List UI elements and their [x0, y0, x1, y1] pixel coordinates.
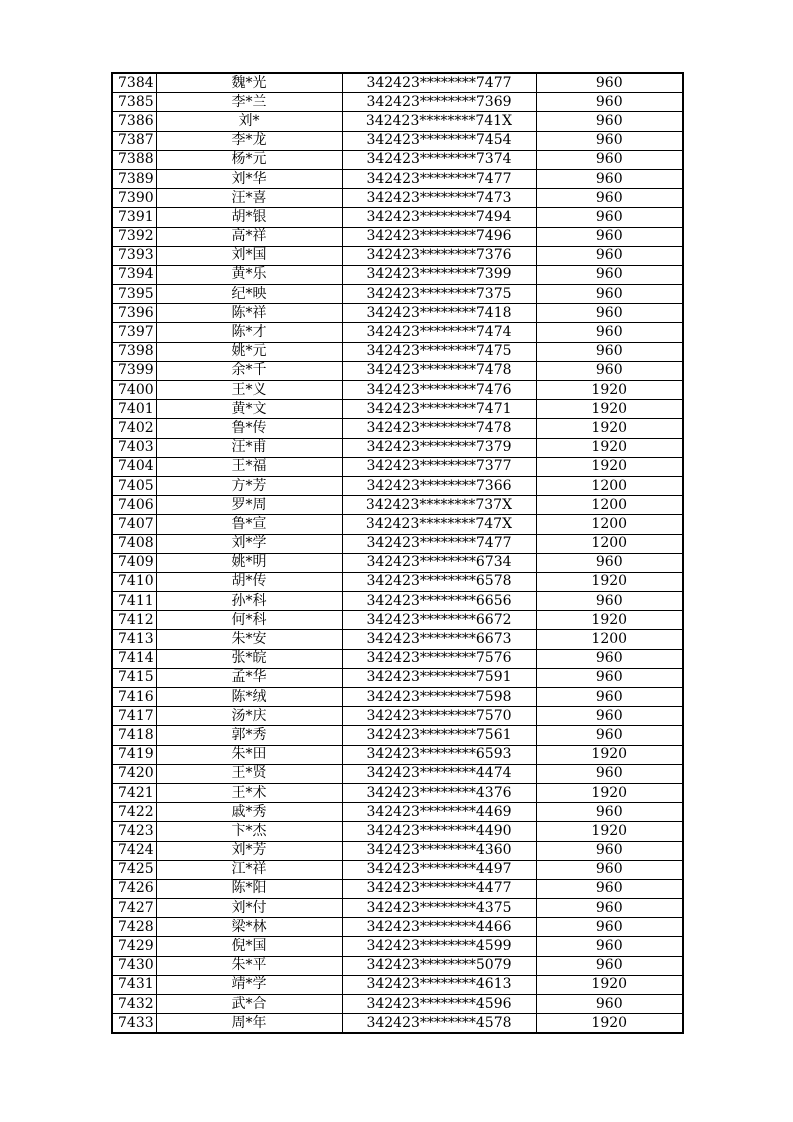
row-number-cell: 7384 [112, 73, 156, 93]
table-row [112, 726, 683, 745]
table-row [112, 131, 683, 150]
row-number-cell: 7428 [112, 918, 156, 937]
table-row [112, 93, 683, 112]
id-number-cell: 342423********4613 [342, 975, 536, 994]
name-cell: 戚*秀 [156, 803, 342, 822]
amount-cell: 960 [536, 169, 683, 188]
id-number-cell: 342423********7478 [342, 361, 536, 380]
table-row [112, 975, 683, 994]
table-row [112, 841, 683, 860]
row-number-cell: 7422 [112, 803, 156, 822]
name-cell: 刘*学 [156, 534, 342, 553]
table-row [112, 323, 683, 342]
table-row [112, 265, 683, 284]
name-cell: 朱*平 [156, 956, 342, 975]
amount-cell: 1200 [536, 476, 683, 495]
table-body [112, 73, 683, 1033]
name-cell: 王*福 [156, 457, 342, 476]
table-row [112, 150, 683, 169]
amount-cell: 960 [536, 899, 683, 918]
data-table [111, 72, 684, 1034]
id-number-cell: 342423********6593 [342, 745, 536, 764]
row-number-cell: 7392 [112, 227, 156, 246]
table-row [112, 553, 683, 572]
id-number-cell: 342423********4497 [342, 860, 536, 879]
row-number-cell: 7432 [112, 995, 156, 1014]
amount-cell: 1200 [536, 496, 683, 515]
amount-cell: 960 [536, 361, 683, 380]
table-row [112, 572, 683, 591]
table-row [112, 189, 683, 208]
name-cell: 武*合 [156, 995, 342, 1014]
amount-cell: 960 [536, 73, 683, 93]
table-row [112, 668, 683, 687]
amount-cell: 960 [536, 592, 683, 611]
table-row [112, 169, 683, 188]
id-number-cell: 342423********4490 [342, 822, 536, 841]
table-row [112, 342, 683, 361]
amount-cell: 960 [536, 265, 683, 284]
row-number-cell: 7399 [112, 361, 156, 380]
amount-cell: 960 [536, 860, 683, 879]
name-cell: 周*年 [156, 1014, 342, 1034]
id-number-cell: 342423********4376 [342, 783, 536, 802]
row-number-cell: 7401 [112, 400, 156, 419]
amount-cell: 1200 [536, 515, 683, 534]
row-number-cell: 7431 [112, 975, 156, 994]
table-row [112, 592, 683, 611]
id-number-cell: 342423********7477 [342, 534, 536, 553]
amount-cell: 960 [536, 304, 683, 323]
row-number-cell: 7426 [112, 879, 156, 898]
row-number-cell: 7421 [112, 783, 156, 802]
table-row [112, 803, 683, 822]
name-cell: 汪*喜 [156, 189, 342, 208]
id-number-cell: 342423********4469 [342, 803, 536, 822]
id-number-cell: 342423********7375 [342, 285, 536, 304]
amount-cell: 960 [536, 688, 683, 707]
table-row [112, 304, 683, 323]
amount-cell: 1920 [536, 611, 683, 630]
name-cell: 鲁*传 [156, 419, 342, 438]
row-number-cell: 7420 [112, 764, 156, 783]
row-number-cell: 7411 [112, 592, 156, 611]
row-number-cell: 7429 [112, 937, 156, 956]
id-number-cell: 342423********4477 [342, 879, 536, 898]
name-cell: 陈*绒 [156, 688, 342, 707]
row-number-cell: 7416 [112, 688, 156, 707]
name-cell: 倪*国 [156, 937, 342, 956]
table-row [112, 476, 683, 495]
name-cell: 汤*庆 [156, 707, 342, 726]
table-row [112, 688, 683, 707]
id-number-cell: 342423********741X [342, 112, 536, 131]
amount-cell: 960 [536, 668, 683, 687]
amount-cell: 960 [536, 649, 683, 668]
name-cell: 王*义 [156, 381, 342, 400]
amount-cell: 960 [536, 227, 683, 246]
id-number-cell: 342423********7478 [342, 419, 536, 438]
id-number-cell: 342423********7598 [342, 688, 536, 707]
id-number-cell: 342423********7399 [342, 265, 536, 284]
table-row [112, 534, 683, 553]
row-number-cell: 7391 [112, 208, 156, 227]
id-number-cell: 342423********7376 [342, 246, 536, 265]
name-cell: 杨*元 [156, 150, 342, 169]
row-number-cell: 7433 [112, 1014, 156, 1034]
name-cell: 鲁*宣 [156, 515, 342, 534]
table-row [112, 995, 683, 1014]
amount-cell: 960 [536, 956, 683, 975]
table-row [112, 649, 683, 668]
amount-cell: 1920 [536, 1014, 683, 1034]
id-number-cell: 342423********7476 [342, 381, 536, 400]
amount-cell: 960 [536, 342, 683, 361]
amount-cell: 960 [536, 246, 683, 265]
name-cell: 陈*阳 [156, 879, 342, 898]
table-row [112, 1014, 683, 1034]
id-number-cell: 342423********7570 [342, 707, 536, 726]
row-number-cell: 7427 [112, 899, 156, 918]
name-cell: 何*科 [156, 611, 342, 630]
table-row [112, 783, 683, 802]
name-cell: 刘*芳 [156, 841, 342, 860]
id-number-cell: 342423********7379 [342, 438, 536, 457]
name-cell: 纪*映 [156, 285, 342, 304]
table-row [112, 515, 683, 534]
row-number-cell: 7395 [112, 285, 156, 304]
id-number-cell: 342423********4466 [342, 918, 536, 937]
id-number-cell: 342423********4599 [342, 937, 536, 956]
row-number-cell: 7409 [112, 553, 156, 572]
id-number-cell: 342423********4596 [342, 995, 536, 1014]
row-number-cell: 7417 [112, 707, 156, 726]
name-cell: 罗*周 [156, 496, 342, 515]
amount-cell: 960 [536, 150, 683, 169]
table-row [112, 764, 683, 783]
amount-cell: 1920 [536, 438, 683, 457]
id-number-cell: 342423********7477 [342, 169, 536, 188]
row-number-cell: 7403 [112, 438, 156, 457]
name-cell: 汪*甫 [156, 438, 342, 457]
name-cell: 江*祥 [156, 860, 342, 879]
amount-cell: 1920 [536, 572, 683, 591]
name-cell: 孙*科 [156, 592, 342, 611]
id-number-cell: 342423********7471 [342, 400, 536, 419]
table-row [112, 438, 683, 457]
id-number-cell: 342423********7454 [342, 131, 536, 150]
table-row [112, 745, 683, 764]
amount-cell: 960 [536, 189, 683, 208]
amount-cell: 960 [536, 707, 683, 726]
amount-cell: 960 [536, 918, 683, 937]
amount-cell: 960 [536, 803, 683, 822]
id-number-cell: 342423********6673 [342, 630, 536, 649]
amount-cell: 960 [536, 285, 683, 304]
id-number-cell: 342423********4578 [342, 1014, 536, 1034]
amount-cell: 1200 [536, 630, 683, 649]
id-number-cell: 342423********7473 [342, 189, 536, 208]
name-cell: 黄*文 [156, 400, 342, 419]
id-number-cell: 342423********7418 [342, 304, 536, 323]
row-number-cell: 7410 [112, 572, 156, 591]
name-cell: 孟*华 [156, 668, 342, 687]
name-cell: 朱*安 [156, 630, 342, 649]
id-number-cell: 342423********5079 [342, 956, 536, 975]
amount-cell: 960 [536, 323, 683, 342]
name-cell: 郭*秀 [156, 726, 342, 745]
row-number-cell: 7404 [112, 457, 156, 476]
amount-cell: 960 [536, 995, 683, 1014]
amount-cell: 960 [536, 112, 683, 131]
id-number-cell: 342423********4474 [342, 764, 536, 783]
table-row [112, 73, 683, 93]
table-row [112, 208, 683, 227]
id-number-cell: 342423********737X [342, 496, 536, 515]
amount-cell: 960 [536, 208, 683, 227]
row-number-cell: 7387 [112, 131, 156, 150]
row-number-cell: 7425 [112, 860, 156, 879]
id-number-cell: 342423********6656 [342, 592, 536, 611]
table-row [112, 611, 683, 630]
id-number-cell: 342423********747X [342, 515, 536, 534]
name-cell: 姚*明 [156, 553, 342, 572]
name-cell: 姚*元 [156, 342, 342, 361]
amount-cell: 960 [536, 937, 683, 956]
amount-cell: 1920 [536, 381, 683, 400]
table-row [112, 457, 683, 476]
name-cell: 刘*付 [156, 899, 342, 918]
row-number-cell: 7419 [112, 745, 156, 764]
table-row [112, 381, 683, 400]
name-cell: 胡*传 [156, 572, 342, 591]
row-number-cell: 7400 [112, 381, 156, 400]
id-number-cell: 342423********4360 [342, 841, 536, 860]
row-number-cell: 7394 [112, 265, 156, 284]
table-row [112, 496, 683, 515]
amount-cell: 960 [536, 841, 683, 860]
row-number-cell: 7405 [112, 476, 156, 495]
name-cell: 靖*学 [156, 975, 342, 994]
row-number-cell: 7414 [112, 649, 156, 668]
name-cell: 刘* [156, 112, 342, 131]
amount-cell: 1920 [536, 822, 683, 841]
table-row [112, 419, 683, 438]
table-row [112, 246, 683, 265]
amount-cell: 960 [536, 879, 683, 898]
id-number-cell: 342423********6578 [342, 572, 536, 591]
name-cell: 胡*银 [156, 208, 342, 227]
name-cell: 朱*田 [156, 745, 342, 764]
row-number-cell: 7413 [112, 630, 156, 649]
table-row [112, 630, 683, 649]
row-number-cell: 7390 [112, 189, 156, 208]
name-cell: 卞*杰 [156, 822, 342, 841]
id-number-cell: 342423********7576 [342, 649, 536, 668]
amount-cell: 960 [536, 764, 683, 783]
table-row [112, 937, 683, 956]
amount-cell: 1920 [536, 745, 683, 764]
row-number-cell: 7424 [112, 841, 156, 860]
table-row [112, 112, 683, 131]
amount-cell: 960 [536, 131, 683, 150]
amount-cell: 1200 [536, 534, 683, 553]
name-cell: 刘*国 [156, 246, 342, 265]
name-cell: 高*祥 [156, 227, 342, 246]
table-row [112, 400, 683, 419]
table-row [112, 822, 683, 841]
table-row [112, 860, 683, 879]
id-number-cell: 342423********7561 [342, 726, 536, 745]
amount-cell: 1920 [536, 783, 683, 802]
table-row [112, 285, 683, 304]
name-cell: 魏*光 [156, 73, 342, 93]
id-number-cell: 342423********7591 [342, 668, 536, 687]
id-number-cell: 342423********7374 [342, 150, 536, 169]
table-row [112, 227, 683, 246]
name-cell: 张*皖 [156, 649, 342, 668]
row-number-cell: 7407 [112, 515, 156, 534]
id-number-cell: 342423********7366 [342, 476, 536, 495]
row-number-cell: 7388 [112, 150, 156, 169]
row-number-cell: 7423 [112, 822, 156, 841]
amount-cell: 1920 [536, 419, 683, 438]
name-cell: 黄*乐 [156, 265, 342, 284]
row-number-cell: 7397 [112, 323, 156, 342]
id-number-cell: 342423********7377 [342, 457, 536, 476]
name-cell: 梁*林 [156, 918, 342, 937]
amount-cell: 960 [536, 93, 683, 112]
row-number-cell: 7393 [112, 246, 156, 265]
name-cell: 陈*才 [156, 323, 342, 342]
row-number-cell: 7412 [112, 611, 156, 630]
row-number-cell: 7415 [112, 668, 156, 687]
table-row [112, 899, 683, 918]
id-number-cell: 342423********4375 [342, 899, 536, 918]
id-number-cell: 342423********7475 [342, 342, 536, 361]
amount-cell: 1920 [536, 975, 683, 994]
name-cell: 王*术 [156, 783, 342, 802]
id-number-cell: 342423********7477 [342, 73, 536, 93]
name-cell: 陈*祥 [156, 304, 342, 323]
id-number-cell: 342423********7496 [342, 227, 536, 246]
table-row [112, 707, 683, 726]
row-number-cell: 7396 [112, 304, 156, 323]
row-number-cell: 7386 [112, 112, 156, 131]
id-number-cell: 342423********7494 [342, 208, 536, 227]
table-row [112, 879, 683, 898]
name-cell: 李*龙 [156, 131, 342, 150]
name-cell: 方*芳 [156, 476, 342, 495]
id-number-cell: 342423********7369 [342, 93, 536, 112]
name-cell: 刘*华 [156, 169, 342, 188]
row-number-cell: 7398 [112, 342, 156, 361]
amount-cell: 960 [536, 726, 683, 745]
id-number-cell: 342423********7474 [342, 323, 536, 342]
amount-cell: 960 [536, 553, 683, 572]
name-cell: 李*兰 [156, 93, 342, 112]
row-number-cell: 7385 [112, 93, 156, 112]
row-number-cell: 7430 [112, 956, 156, 975]
id-number-cell: 342423********6672 [342, 611, 536, 630]
table-row [112, 918, 683, 937]
amount-cell: 1920 [536, 457, 683, 476]
row-number-cell: 7408 [112, 534, 156, 553]
table-row [112, 361, 683, 380]
id-number-cell: 342423********6734 [342, 553, 536, 572]
table-row [112, 956, 683, 975]
amount-cell: 1920 [536, 400, 683, 419]
row-number-cell: 7402 [112, 419, 156, 438]
row-number-cell: 7406 [112, 496, 156, 515]
row-number-cell: 7418 [112, 726, 156, 745]
row-number-cell: 7389 [112, 169, 156, 188]
name-cell: 王*贤 [156, 764, 342, 783]
name-cell: 余*千 [156, 361, 342, 380]
